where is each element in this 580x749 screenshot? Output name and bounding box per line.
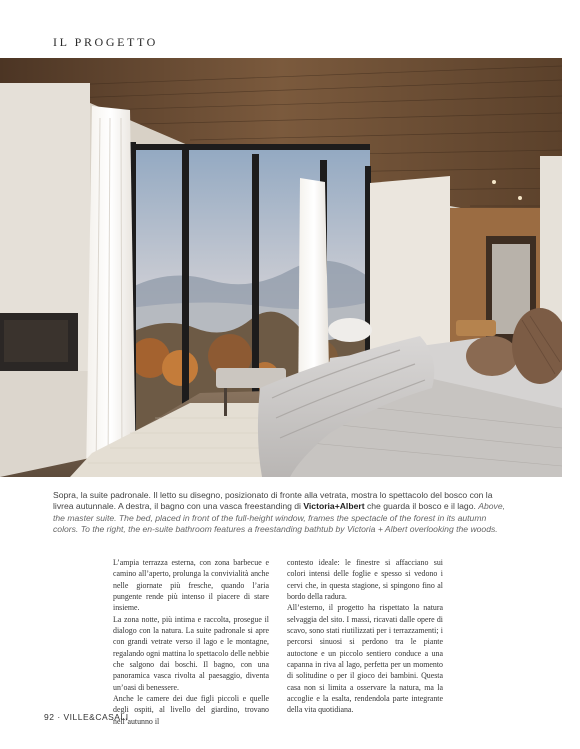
- body-paragraph: L’ampia terrazza esterna, con zona barbecue e camino all’aperto, prolunga la convivialità anche nelle giornate più fresche, quando l’aria pungente rende più intenso il piacere di stare insieme.: [113, 558, 269, 613]
- body-paragraph: La zona notte, più intima e raccolta, prosegue il dialogo con la natura. La suite padronale si apre con grandi vetrate verso il lago e le montagne, regalando ogni mattina lo spettacolo delle nebbie che salgono dai boschi. Il bagno, con una panoramica vasca rivolta al paesaggio, diventa un’oasi di benessere.: [113, 614, 269, 692]
- body-paragraph: All’esterno, il progetto ha rispettato la natura selvaggia del sito. I massi, ricavati dalle opere di scavo, sono stati riutilizzati per i terrazzamenti; i percorsi sinuosi si perdono tra le piante autoctone e un piccolo sentiero conduce a una capanna in riva al lago, perfetta per un momento di solitudine o per il gioco dei bambini. Questa casa non si limita a osservare la natura, ma la accoglie e la esalta, rendendola parte integrante della vita quotidiana.: [287, 603, 443, 715]
- body-paragraph: Anche le camere dei due figli piccoli e quelle degli ospiti, al livello del giardino, trovano nell’autunno il: [113, 694, 269, 726]
- body-paragraph: contesto ideale: le finestre si affacciano sui colori intensi delle foglie e spesso si vedono i cervi che, in questa stagione, si spingono fino al bordo della radura.: [287, 558, 443, 602]
- body-column-right: [287, 557, 443, 716]
- caption-italian-part1: Sopra, la suite padronale. Il letto su disegno, posizionato di fronte alla vetrata, mostra lo spettacolo del bosco con la livrea autunnale. A destra, il bagno con una vasca freestanding di: [53, 490, 493, 512]
- photo-caption: [53, 490, 508, 536]
- master-suite-photo: [0, 58, 562, 477]
- section-label: IL PROGETTO: [53, 35, 158, 49]
- caption-english: Above, the master suite. The bed, placed in front of the full-height window, frames the spectacle of the forest in its autumn colors. To the right, the en-suite bathroom features a freestanding bathtub by Victoria + Albert overlooking the woods.: [53, 501, 506, 535]
- page-folio: 92 · VILLE&CASALI: [44, 712, 129, 722]
- caption-brand: Victoria+Albert: [303, 501, 365, 512]
- caption-italian-part2: che guarda il bosco e il lago.: [364, 501, 476, 512]
- body-column-left: [113, 557, 269, 727]
